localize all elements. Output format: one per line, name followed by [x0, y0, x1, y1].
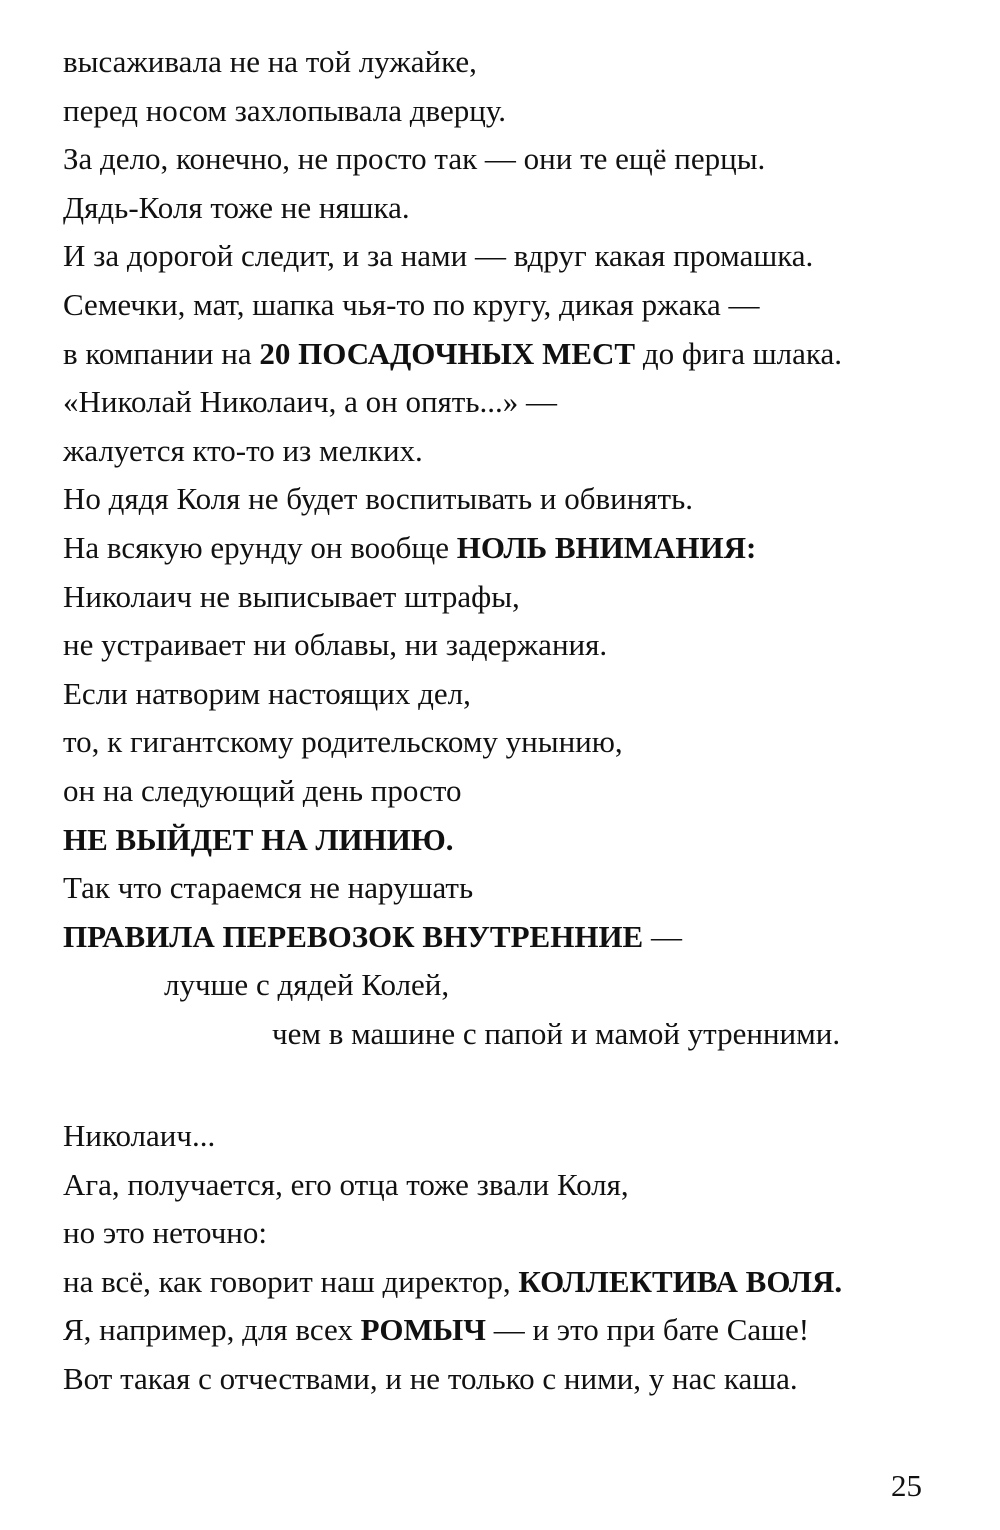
emphasized-text: ПРАВИЛА ПЕРЕВОЗОК ВНУТРЕННИЕ: [63, 918, 644, 954]
line-text: «Николай Николаич, а он опять...» —: [63, 384, 557, 420]
line-text: Я, например, для всех: [63, 1312, 361, 1348]
poem-line: [63, 767, 963, 816]
line-text: За дело, конечно, не просто так — они те ещё перцы.: [63, 141, 766, 177]
line-text: до фига шлака.: [635, 335, 842, 371]
poem-line: [63, 718, 963, 767]
line-text: Семечки, мат, шапка чья-то по кругу, дикая ржака —: [63, 286, 760, 322]
line-text: На всякую ерунду он вообще: [63, 529, 457, 565]
line-text: Вот такая с отчествами, и не только с ними, у нас каша.: [63, 1360, 798, 1396]
poem-line: [63, 670, 963, 719]
poem-line: [63, 1258, 963, 1307]
poem-line: [63, 1209, 963, 1258]
line-text: не устраивает ни облавы, ни задержания.: [63, 627, 608, 663]
page-number: 25: [891, 1468, 922, 1503]
line-text: Ага, получается, его отца тоже звали Коля,: [63, 1166, 629, 1202]
line-text: на всё, как говорит наш директор,: [63, 1263, 519, 1299]
line-text: Но дядя Коля не будет воспитывать и обвинять.: [63, 481, 693, 517]
line-text: жалуется кто-то из мелких.: [63, 432, 423, 468]
line-text: лучше с дядей Колей,: [164, 967, 450, 1003]
poem-line: [63, 38, 963, 87]
poem-line: [63, 184, 963, 233]
line-text: чем в машине с папой и мамой утренними.: [272, 1015, 841, 1051]
poem-line: [63, 475, 963, 524]
emphasized-text: НОЛЬ ВНИМАНИЯ:: [456, 529, 757, 565]
poem-line: [63, 330, 963, 379]
stanza-2: [63, 1112, 963, 1404]
poem-line: [63, 621, 963, 670]
poem-line: [63, 281, 963, 330]
line-text: Если натворим настоящих дел,: [63, 675, 471, 711]
poem-line: [63, 1161, 963, 1210]
poem-line: [63, 1010, 963, 1059]
stanza-1: [63, 38, 963, 1058]
poem-line: [63, 1355, 963, 1404]
poem-line: [63, 524, 963, 573]
poem-line: [63, 378, 963, 427]
line-text: перед носом захлопывала дверцу.: [63, 92, 506, 128]
line-text: И за дорогой следит, и за нами — вдруг какая промашка.: [63, 238, 814, 274]
poem-line: [63, 913, 963, 962]
line-text: Дядь-Коля тоже не няшка.: [63, 189, 410, 225]
poem-line: [63, 816, 963, 865]
line-text: но это неточно:: [63, 1215, 268, 1251]
line-text: он на следующий день просто: [63, 772, 462, 808]
line-text: —: [643, 918, 682, 954]
line-text: то, к гигантскому родительскому унынию,: [63, 724, 623, 760]
poem-line: [63, 1112, 963, 1161]
emphasized-text: КОЛЛЕКТИВА ВОЛЯ.: [518, 1263, 843, 1299]
poem-line: [63, 864, 963, 913]
poem-line: [63, 135, 963, 184]
line-text: Николаич не выписывает штрафы,: [63, 578, 520, 614]
line-text: — и это при бате Саше!: [485, 1312, 810, 1348]
poem-line: [63, 573, 963, 622]
poem-line: [63, 232, 963, 281]
poem-line: [63, 87, 963, 136]
poem-line: [63, 427, 963, 476]
emphasized-text: НЕ ВЫЙДЕТ НА ЛИНИЮ.: [63, 821, 454, 857]
poem-line: [63, 1306, 963, 1355]
line-text: в компании на: [63, 335, 260, 371]
emphasized-text: 20 ПОСАДОЧНЫХ МЕСТ: [259, 335, 636, 371]
emphasized-text: РОМЫЧ: [360, 1312, 486, 1348]
line-text: Николаич...: [63, 1118, 216, 1153]
line-text: высаживала не на той лужайке,: [63, 44, 477, 79]
line-text: Так что стараемся не нарушать: [63, 870, 474, 906]
poem-line: [63, 961, 963, 1010]
